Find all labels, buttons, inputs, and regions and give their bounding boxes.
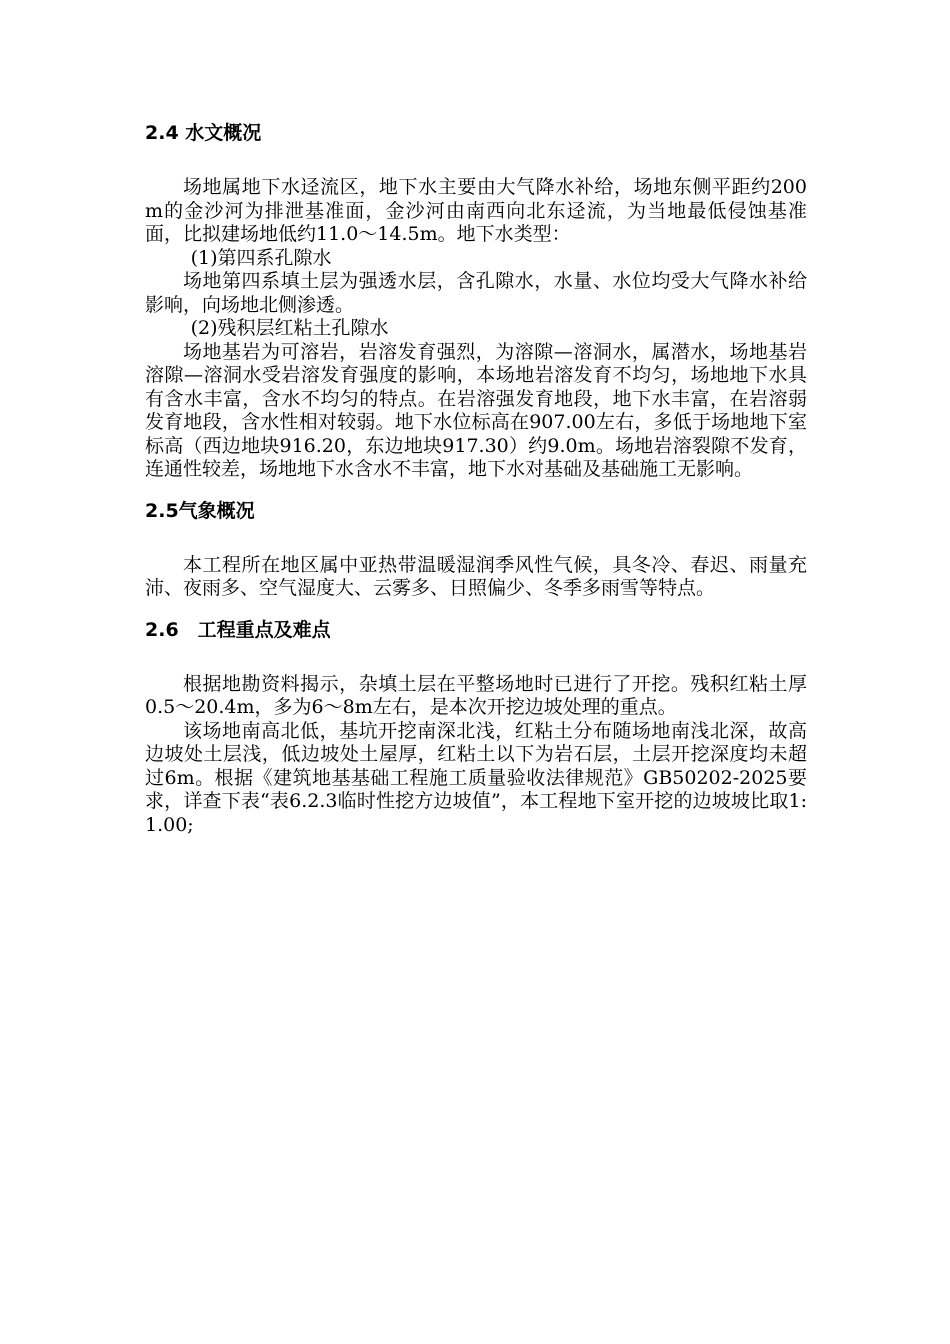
subheading-residual-clay-pore-water: (2)残积层红粘土孔隙水 — [190, 317, 389, 339]
paragraph-slope-ratio: 该场地南高北低，基坑开挖南深北浅，红粘土分布随场地南浅北深，故高边坡处土层浅，低边坡处土屋厚，红粘土以下为岩石层，土层开挖深度均未超过6m。根据《建筑地基基础工程施工质量验收法律规范》GB50202-2025要求，详查下表“表6.2.3临时性挖方边坡值”，本工程地下室开挖的边坡坡比取1:1.00; — [145, 719, 807, 836]
paragraph-climate: 本工程所在地区属中亚热带温暖湿润季风性气候，具冬冷、春迟、雨量充沛、夜雨多、空气湿度大、云雾多、日照偏少、冬季多雨雪等特点。 — [145, 553, 807, 599]
section-heading-hydrology: 2.4 水文概况 — [145, 122, 262, 144]
paragraph-quaternary-pore-water: 场地第四系填土层为强透水层，含孔隙水，水量、水位均受大气降水补给影响，向场地北侧渗透。 — [145, 270, 807, 316]
document-body — [145, 118, 807, 837]
paragraph-bedrock-karst-water: 场地基岩为可溶岩，岩溶发育强烈，为溶隙—溶洞水，属潜水，场地基岩溶隙—溶洞水受岩溶发育强度的影响，本场地岩溶发育不均匀，场地地下水具有含水丰富，含水不均匀的特点。在岩溶强发育地段，地下水丰富，在岩溶弱发育地段，含水性相对较弱。地下水位标高在907.00左右，多低于场地地下室标高（西边地块916.20，东边地块917.30）约9.0m。场地岩溶裂隙不发育，连通性较差，场地地下水含水不丰富，地下水对基础及基础施工无影响。 — [145, 340, 807, 480]
section-heading-key-difficulties: 2.6 工程重点及难点 — [145, 618, 331, 641]
paragraph-hydrology-intro: 场地属地下水迳流区，地下水主要由大气降水补给，场地东侧平距约200m的金沙河为排泄基准面，金沙河由南西向北东迳流，为当地最低侵蚀基准面，比拟建场地低约11.0～14.5m。地下水类型： — [145, 176, 807, 245]
subheading-quaternary-pore-water: (1)第四系孔隙水 — [190, 246, 332, 269]
paragraph-excavation-red-clay: 根据地勘资料揭示，杂填土层在平整场地时已进行了开挖。残积红粘土厚0.5～20.4m，多为6～8m左右，是本次开挖边坡处理的重点。 — [145, 672, 807, 718]
section-heading-climate: 2.5气象概况 — [145, 499, 255, 522]
